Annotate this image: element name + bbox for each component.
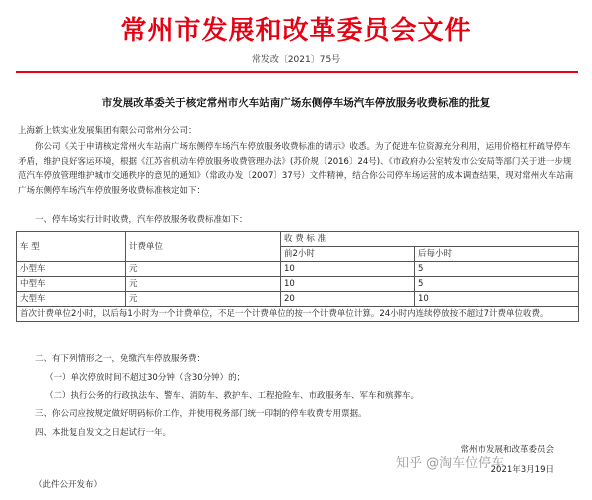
item-2-heading: 二、有下列情形之一，免缴汽车停放服务费：: [35, 354, 206, 364]
cell-subsequent-hour: 5: [415, 277, 579, 292]
document-header-title: 常州市发展和改革委员会文件: [120, 16, 472, 46]
issue-date: 2021年3月19日: [490, 465, 554, 475]
item-2-sub-1: （一）单次停放时间不超过30分钟（含30分钟）的；: [45, 373, 246, 383]
body-paragraph-1: 你公司《关于申请核定常州火车站南广场东侧停车场汽车停放服务收费标准的请示》收悉。为了促进车位资源充分利用，运用价格杠杆疏导停车矛盾，维护良好客运环境，根据《江苏省机动车停放服务收费管理办法》(苏价规〔2016〕24号)、《市政府办公室转发市公安局等部门关于进一步规范汽车停放管理维护城市交通秩序的意见的通知》（常政办发〔2007〕37号）文件精神，结合你公司停车场运营的成本调查结果，现对常州火车站南广场东侧停车场汽车停放服务收费标准核定如下：: [18, 142, 574, 196]
table-row: [17, 262, 579, 277]
cell-unit: 元: [126, 292, 281, 307]
notice-title: 市发展改革委关于核定常州市火车站南广场东侧停车场汽车停放服务收费标准的批复: [101, 97, 491, 109]
header-fee-standard: 收 费 标 准: [281, 232, 579, 247]
item-1-heading: 一、停车场实行计时收费，汽车停放服务收费标准如下：: [35, 215, 248, 225]
addressee: 上海新上铁实业发展集团有限公司常州分公司：: [18, 126, 197, 136]
header-each-subsequent-hour: 后每小时: [415, 247, 579, 262]
fee-table: [16, 231, 579, 322]
cell-unit: 元: [126, 262, 281, 277]
cell-unit: 元: [126, 277, 281, 292]
document-number: 常发改〔2021〕75号: [251, 55, 341, 65]
header-billing-unit: 计费单位: [126, 232, 281, 262]
cell-vehicle-type: 小型车: [17, 262, 126, 277]
table-row: [17, 292, 579, 307]
item-2-sub-2: （二）执行公务的行政执法车、警车、消防车、救护车、工程抢险车、市政服务车、军车和殡葬车。: [45, 391, 420, 401]
cell-first-2-hours: 10: [281, 277, 415, 292]
watermark: 知乎 @淘车位停车: [396, 456, 505, 471]
item-4: 四、本批复自发文之日起试行一年。: [35, 428, 172, 438]
cell-subsequent-hour: 5: [415, 262, 579, 277]
header-vehicle-type: 车 型: [17, 232, 126, 262]
table-header-row: [17, 232, 579, 247]
item-3: 三、你公司应按规定做好明码标价工作，并使用税务部门统一印制的停车收费专用票据。: [35, 409, 367, 419]
header-first-2-hours: 前2小时: [281, 247, 415, 262]
cell-first-2-hours: 20: [281, 292, 415, 307]
issuer-signature: 常州市发展和改革委员会: [460, 445, 554, 455]
table-note-row: [17, 307, 579, 322]
table-note: 首次计费单位2小时，以后每1小时为一个计费单位，不足一个计费单位的按一个计费单位计算。24小时内连续停放按不超过7计费单位收费。: [17, 307, 579, 322]
cell-vehicle-type: 大型车: [17, 292, 126, 307]
red-divider-line: [16, 71, 578, 73]
cell-first-2-hours: 10: [281, 262, 415, 277]
cell-subsequent-hour: 10: [415, 292, 579, 307]
table-row: [17, 277, 579, 292]
publication-note: （此件公开发布）: [34, 480, 103, 490]
cell-vehicle-type: 中型车: [17, 277, 126, 292]
